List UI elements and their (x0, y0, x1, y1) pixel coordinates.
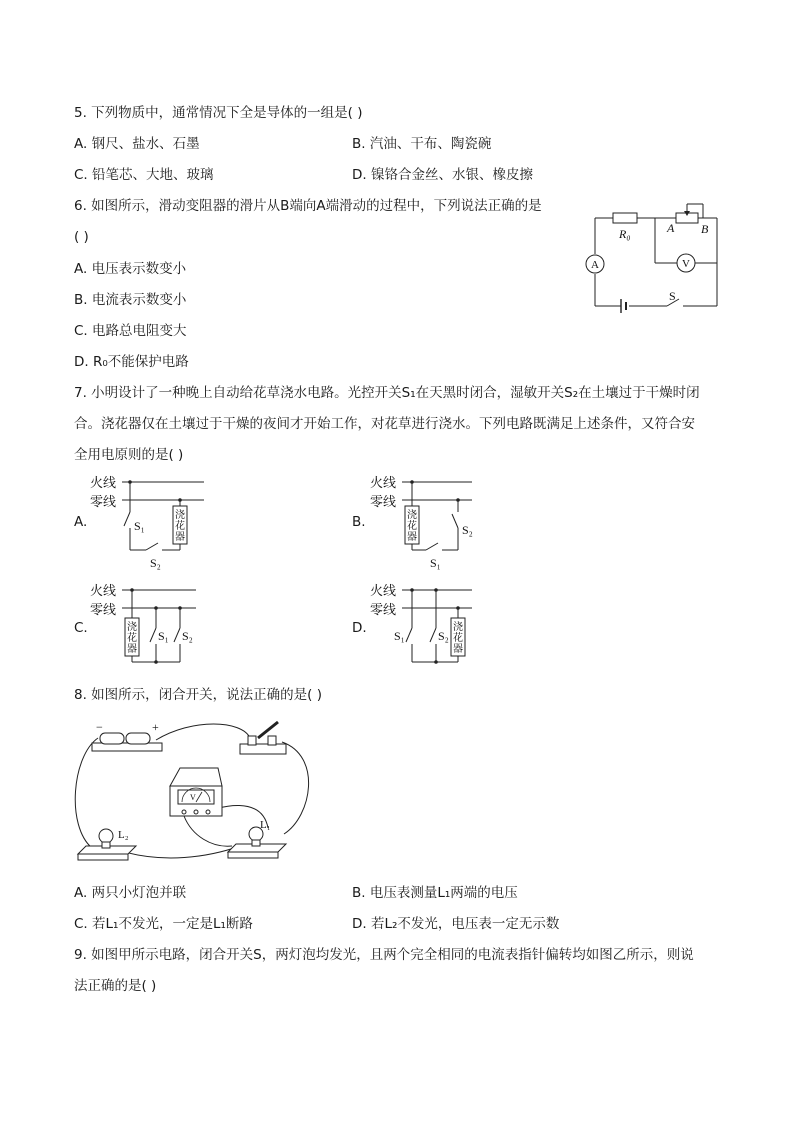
svg-text:火线: 火线 (370, 476, 397, 491)
svg-text:花: 花 (407, 521, 417, 532)
q6-answer-paren: ( ) (74, 229, 89, 245)
svg-text:火线: 火线 (90, 584, 117, 599)
q7-stem-line2: 合。浇花器仅在土壤过于干燥的夜间才开始工作，对花草进行浇水。下列电路既满足上述条件，又符合安 (74, 416, 695, 432)
q7-stem-line1: 7. 小明设计了一种晚上自动给花草浇水电路。光控开关S₁在天黑时闭合，湿敏开关S₂在土壤过于干燥时闭 (74, 385, 700, 401)
q7-circuit-c (86, 580, 198, 672)
svg-text:浇: 浇 (453, 622, 463, 633)
svg-text:零线: 零线 (90, 495, 117, 510)
svg-text:器: 器 (127, 644, 137, 655)
svg-text:零线: 零线 (370, 603, 397, 618)
svg-text:花: 花 (127, 633, 137, 644)
svg-text:花: 花 (453, 633, 463, 644)
svg-text:浇: 浇 (175, 510, 185, 521)
q8-option-a: A. 两只小灯泡并联 (74, 885, 187, 901)
q6-stem: 6. 如图所示，滑动变阻器的滑片从B端向A端滑动的过程中，下列说法正确的是 (74, 198, 542, 214)
svg-text:器: 器 (407, 532, 417, 543)
q7-label-d: D. (352, 620, 367, 636)
q6-b-label: B (701, 222, 709, 236)
q5-stem: 5. 下列物质中，通常情况下全是导体的一组是( ) (74, 105, 363, 121)
q5-option-d: D. 镍铬合金丝、水银、橡皮擦 (352, 167, 533, 183)
q6-switch-label: S (669, 289, 676, 303)
q8-stem: 8. 如图所示，闭合开关，说法正确的是( ) (74, 687, 322, 703)
svg-text:L₁: L₁ (260, 819, 271, 831)
q6-option-b: B. 电流表示数变小 (74, 292, 187, 308)
svg-text:V: V (190, 793, 196, 802)
svg-text:S₁: S₁ (394, 629, 405, 643)
svg-text:L₂: L₂ (118, 829, 129, 841)
svg-text:浇: 浇 (407, 510, 417, 521)
q7-circuit-a (86, 472, 206, 574)
svg-text:S₁: S₁ (134, 519, 145, 533)
svg-text:S₂: S₂ (438, 629, 449, 643)
svg-text:S₁: S₁ (430, 556, 441, 570)
q7-label-b: B. (352, 514, 366, 530)
q8-option-b: B. 电压表测量L₁两端的电压 (352, 885, 518, 901)
svg-text:S₂: S₂ (182, 629, 193, 643)
q8-option-c: C. 若L₁不发光，一定是L₁断路 (74, 916, 253, 932)
q7-circuit-b (366, 472, 478, 574)
q5-option-b: B. 汽油、干布、陶瓷碗 (352, 136, 492, 152)
q6-voltmeter-label: V (682, 258, 690, 270)
q6-ammeter-label: A (591, 259, 599, 271)
q7-circuit-d (366, 580, 478, 672)
svg-text:浇: 浇 (127, 622, 137, 633)
q9-stem-line2: 法正确的是( ) (74, 978, 157, 994)
q6-option-d: D. R₀不能保护电路 (74, 354, 189, 370)
q7-label-c: C. (74, 620, 88, 636)
svg-text:零线: 零线 (90, 603, 117, 618)
svg-text:器: 器 (175, 532, 185, 543)
q6-option-a: A. 电压表示数变小 (74, 261, 187, 277)
q5-option-a: A. 钢尺、盐水、石墨 (74, 136, 200, 152)
q9-stem-line1: 9. 如图甲所示电路，闭合开关S，两灯泡均发光，且两个完全相同的电流表指针偏转均如图乙所示，则说 (74, 947, 694, 963)
q5-option-c: C. 铅笔芯、大地、玻璃 (74, 167, 214, 183)
q7-label-a: A. (74, 514, 88, 530)
svg-text:花: 花 (175, 521, 185, 532)
q6-a-label: A (667, 221, 675, 235)
svg-text:S₁: S₁ (158, 629, 169, 643)
svg-text:零线: 零线 (370, 495, 397, 510)
svg-text:火线: 火线 (90, 476, 117, 491)
svg-text:火线: 火线 (370, 584, 397, 599)
svg-text:S₂: S₂ (462, 523, 473, 537)
svg-text:器: 器 (453, 644, 463, 655)
svg-text:−: − (96, 720, 103, 734)
svg-text:S₂: S₂ (150, 556, 161, 570)
q8-option-d: D. 若L₂不发光，电压表一定无示数 (352, 916, 560, 932)
q6-option-c: C. 电路总电阻变大 (74, 323, 187, 339)
svg-text:+: + (152, 720, 159, 734)
q8-physical-circuit (72, 716, 320, 872)
q6-r0-label: R₀ (619, 227, 631, 241)
q6-circuit-diagram (583, 196, 728, 314)
q7-stem-line3: 全用电原则的是( ) (74, 447, 184, 463)
